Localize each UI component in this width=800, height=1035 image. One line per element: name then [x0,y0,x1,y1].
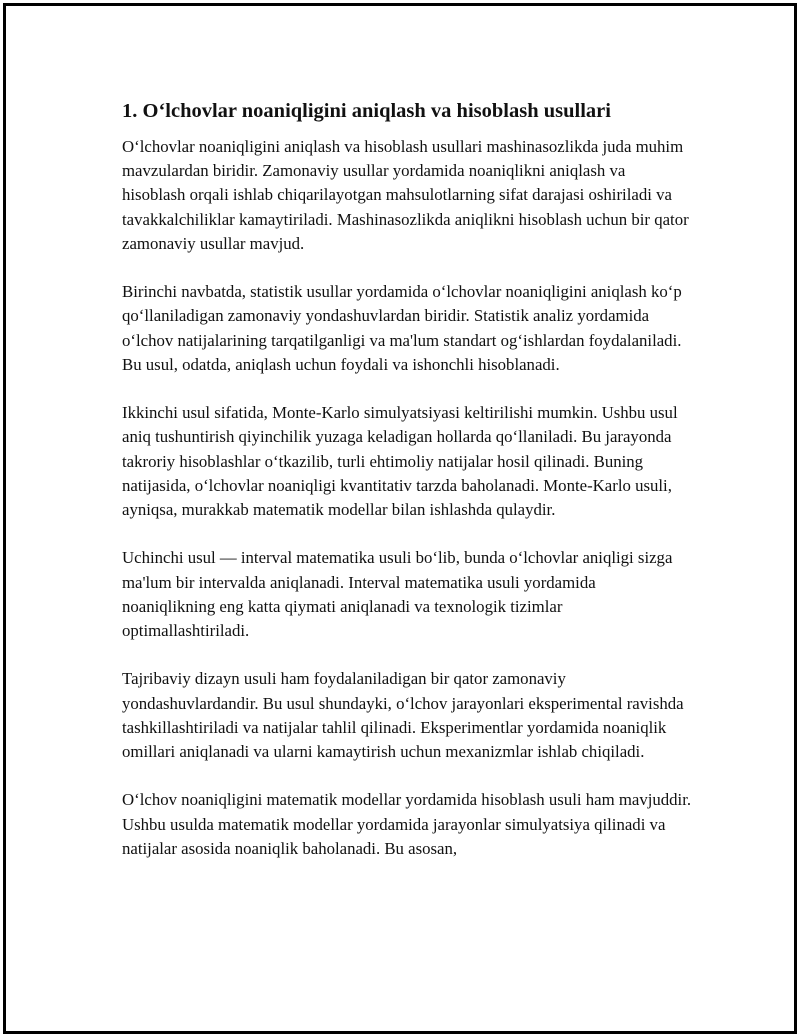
paragraph-interval-math: Uchinchi usul — interval matematika usuli boʻlib, bunda oʻlchovlar aniqligi sizga ma'lum bir intervalda aniqlanadi. Interval matematika usuli yordamida noaniqlikning eng katta qiymati aniqlanadi va texnologik tizimlar optimallashtiriladi. [122,548,673,641]
paragraph-experimental-design: Tajribaviy dizayn usuli ham foydalaniladigan bir qator zamonaviy yondashuvlardandir. Bu usul shundayki, oʻlchov jarayonlari eksperimental ravishda tashkillashtiriladi va natijalar tahlil qilinadi. Eksperimentlar yordamida noaniqlik omillari aniqlanadi va ularni kamaytirish uchun mexanizmlar ishlab chiqiladi. [122,669,684,762]
paragraph-mathematical-models: Oʻlchov noaniqligini matematik modellar yordamida hisoblash usuli ham mavjuddir. Ushbu usulda matematik modellar yordamida jarayonlar simulyatsiya qilinadi va natijalar asosida noaniqlik baholanadi. Bu asosan, [122,790,692,858]
paragraph-statistical-methods: Birinchi navbatda, statistik usullar yordamida oʻlchovlar noaniqligini aniqlash koʻp qoʻllaniladigan zamonaviy yondashuvlardan biridir. Statistik analiz yordamida oʻlchov natijalarining tarqatilganligi va ma'lum standart ogʻishlardan foydalaniladi. Bu usul, odatda, aniqlash uchun foydali va ishonchli hisoblanadi. [122,282,682,374]
document-page [3,3,797,1034]
section-heading: 1. Oʻlchovlar noaniqligini aniqlash va hisoblash usullari [122,100,611,122]
document-body [122,97,692,885]
paragraph-intro: Oʻlchovlar noaniqligini aniqlash va hisoblash usullari mashinasozlikda juda muhim mavzulardan biridir. Zamonaviy usullar yordamida noaniqlikni aniqlash va hisoblash orqali ishlab chiqarilayotgan mahsulotlarning sifat darajasi oshiriladi va tavakkalchiliklar kamaytiriladi. Mashinasozlikda aniqlikni hisoblash uchun bir qator zamonaviy usullar mavjud. [122,137,689,253]
paragraph-monte-carlo: Ikkinchi usul sifatida, Monte-Karlo simulyatsiyasi keltirilishi mumkin. Ushbu usul aniq tushuntirish qiyinchilik yuzaga keladigan hollarda qoʻllaniladi. Bu jarayonda takroriy hisoblashlar oʻtkazilib, turli ehtimoliy natijalar hosil qilinadi. Buning natijasida, oʻlchovlar noaniqligi kvantitativ tarzda baholanadi. Monte-Karlo usuli, ayniqsa, murakkab matematik modellar bilan ishlashda qulaydir. [122,403,678,520]
